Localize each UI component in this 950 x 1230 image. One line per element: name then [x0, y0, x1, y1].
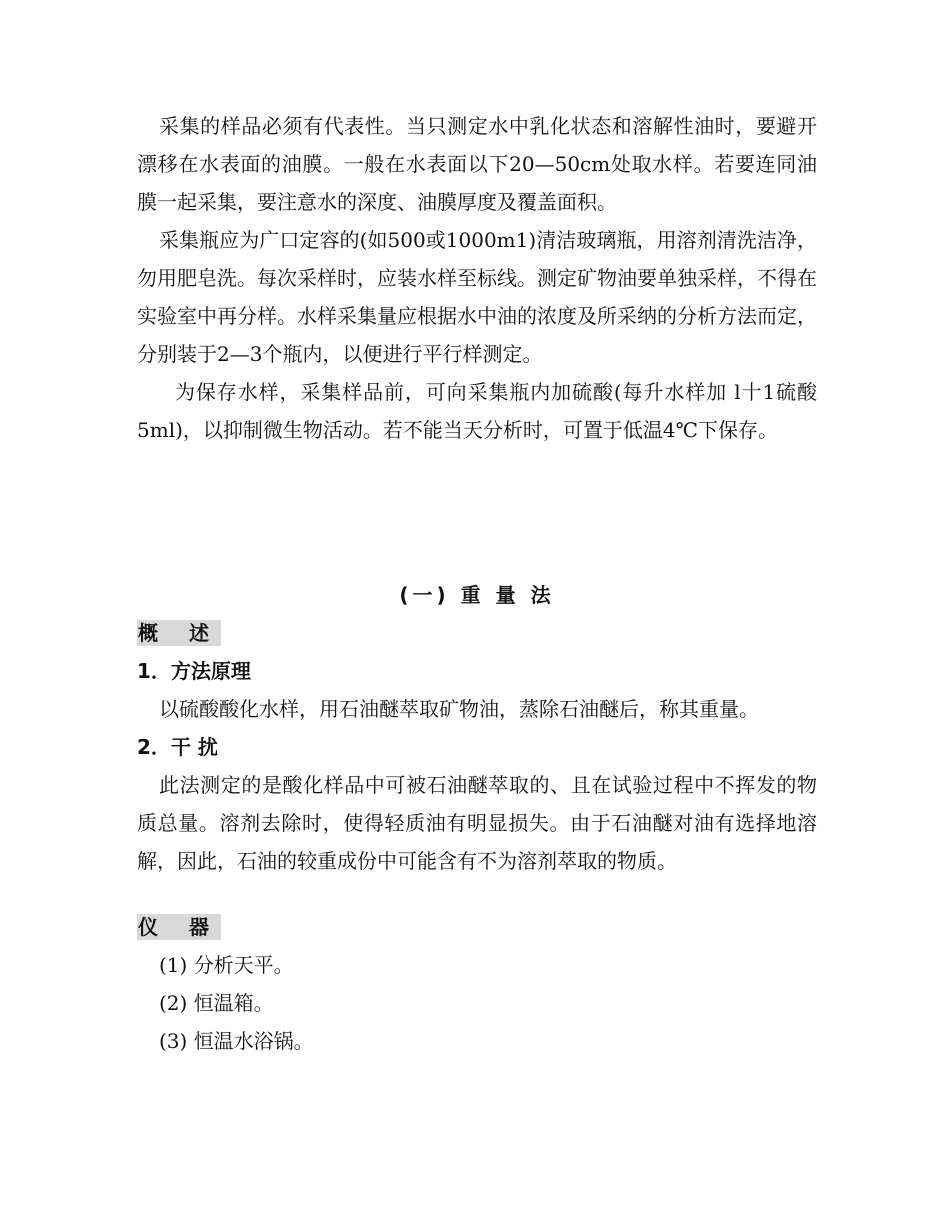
- paragraph-sampling-bottle: 采集瓶应为广口定容的(如500或1000m1)清洁玻璃瓶，用溶剂清洗洁净，勿用肥皂洗。每次采样时，应装水样至标线。测定矿物油要单独采样，不得在实验室中再分样。水样采集量应根据水中油的浓度及所采纳的分析方法而定，分别装于2—3个瓶内，以便进行平行样测定。: [137, 228, 817, 366]
- principle-text: 以硫酸酸化水样，用石油醚萃取矿物油，蒸除石油醚后，称其重量。: [159, 697, 759, 721]
- instrument-item: (1) 分析天平。: [159, 953, 294, 977]
- paragraph-sampling-representative: 采集的样品必须有代表性。当只测定水中乳化状态和溶解性油时，要避开漂移在水表面的油膜。一般在水表面以下20—50cm处取水样。若要连同油膜一起采集，要注意水的深度、油膜厚度及覆盖面积。: [137, 114, 817, 214]
- interference-heading: 2．干 扰: [137, 735, 218, 759]
- principle-heading: 1．方法原理: [137, 659, 251, 683]
- section-spacer: [137, 449, 817, 576]
- overview-label: 概 述: [138, 621, 221, 645]
- interference-text: 此法测定的是酸化样品中可被石油醚萃取的、且在试验过程中不挥发的物质总量。溶剂去除时，使得轻质油有明显损失。由于石油醚对油有选择地溶解，因此，石油的较重成份中可能含有不为溶剂萃取的物质。: [137, 773, 817, 873]
- instrument-item: (3) 恒温水浴锅。: [159, 1029, 314, 1053]
- overview-label-row: [137, 614, 817, 652]
- section-gap: [137, 880, 817, 908]
- paragraph-sample-preservation: 为保存水样，采集样品前，可向采集瓶内加硫酸(每升水样加 l十1硫酸5ml)，以抑制微生物活动。若不能当天分析时，可置于低温4℃下保存。: [137, 380, 817, 442]
- instrument-item: (2) 恒温箱。: [159, 991, 274, 1015]
- section-title: (一) 重 量 法: [399, 583, 555, 607]
- instruments-label-row: [137, 908, 817, 946]
- document-page: [137, 107, 817, 1060]
- instruments-label: 仪 器: [138, 915, 221, 939]
